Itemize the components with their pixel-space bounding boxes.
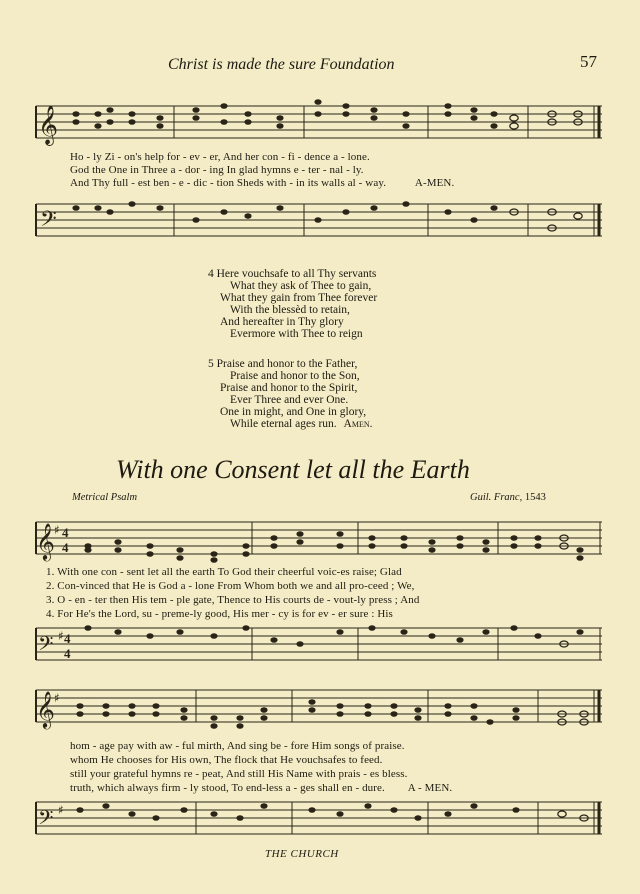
hymn2-s1-verse-1: 1. With one con - sent let all the earth To God their cheerful voic-es raise; Glad bbox=[46, 566, 402, 578]
composer: Guil. Franc, bbox=[470, 492, 523, 503]
hymn2-s1-verse-3: 3. O - en - ter then His tem - ple gate, Thence to His courts de - vout-ly press ; And bbox=[46, 594, 420, 606]
hymn1-stanza-5 bbox=[208, 358, 373, 430]
hymn1-amen: A-MEN. bbox=[414, 177, 455, 189]
svg-text:♯: ♯ bbox=[54, 691, 60, 705]
hymn2-s1-verse-4: 4. For He's the Lord, su - preme-ly good, His mer - cy is for ev - er sure : His bbox=[46, 608, 393, 620]
hymn2-s2-verse-1: hom - age pay with aw - ful mirth, And sing be - fore Him songs of praise. bbox=[70, 740, 405, 752]
hymn2-system1-treble-staff bbox=[28, 510, 608, 564]
svg-text:𝄞: 𝄞 bbox=[36, 690, 55, 728]
svg-text:𝄞: 𝄞 bbox=[38, 105, 59, 145]
hymn1-treble-staff bbox=[28, 92, 608, 152]
svg-text:𝄞: 𝄞 bbox=[36, 522, 55, 560]
verse-line: What they gain from Thee forever bbox=[220, 292, 378, 304]
hymn1-lyric-line-3 bbox=[70, 177, 454, 189]
page-number: 57 bbox=[580, 52, 597, 71]
verse-line: Praise and honor to the Spirit, bbox=[220, 382, 358, 394]
hymn1-lyric-line-3-text: And Thy full - est ben - e - dic - tion Sheds with - in its walls al - way. bbox=[70, 177, 387, 189]
hymn2-source: Metrical Psalm bbox=[72, 492, 138, 503]
verse-line: Ever Three and ever One. bbox=[230, 394, 349, 406]
svg-text:4: 4 bbox=[64, 631, 71, 646]
svg-text:4: 4 bbox=[62, 540, 69, 555]
hymn2-system2-bass-staff bbox=[28, 792, 608, 846]
svg-text:♯: ♯ bbox=[54, 523, 60, 537]
hymn1-lyric-line-2: God the One in Three a - dor - ing In glad hymns e - ter - nal - ly. bbox=[70, 164, 364, 176]
svg-text:𝄢: 𝄢 bbox=[38, 806, 54, 834]
hymn2-amen: A - MEN. bbox=[407, 782, 453, 794]
stanza5-amen: Amen. bbox=[343, 418, 373, 430]
hymn2-title: With one Consent let all the Earth bbox=[116, 455, 470, 484]
hymn2-s2-verse-2: whom He chooses for His own, The flock that He vouchsafes to feed. bbox=[70, 754, 383, 766]
verse-line: Here vouchsafe to all Thy servants bbox=[216, 268, 377, 280]
verse-line: With the blessèd to retain, bbox=[230, 304, 350, 316]
svg-text:4: 4 bbox=[62, 525, 69, 540]
verse-line: Praise and honor to the Son, bbox=[230, 370, 360, 382]
stanza-number: 5 bbox=[208, 358, 214, 370]
verse-line: What they ask of Thee to gain, bbox=[230, 280, 372, 292]
hymn1-bass-staff bbox=[28, 192, 608, 252]
hymn2-attribution bbox=[470, 492, 546, 503]
svg-text:♯: ♯ bbox=[58, 629, 64, 643]
hymn2-system1-bass-staff bbox=[28, 618, 608, 672]
hymn2-system2-treble-staff bbox=[28, 678, 608, 738]
running-title: Christ is made the sure Foundation bbox=[168, 56, 395, 73]
verse-line bbox=[208, 418, 373, 430]
verse-line-text: While eternal ages run. bbox=[230, 418, 337, 430]
svg-text:4: 4 bbox=[64, 646, 71, 661]
verse-line: And hereafter in Thy glory bbox=[220, 316, 344, 328]
verse-line: One in might, and One in glory, bbox=[220, 406, 367, 418]
hymn2-s1-verse-2: 2. Con-vinced that He is God a - lone From Whom both we and all pro-ceed ; We, bbox=[46, 580, 415, 592]
verse-line: Praise and honor to the Father, bbox=[216, 358, 358, 370]
year: 1543 bbox=[524, 492, 546, 503]
hymn1-stanza-4 bbox=[208, 268, 377, 340]
svg-text:𝄢: 𝄢 bbox=[40, 207, 57, 237]
stanza-number: 4 bbox=[208, 268, 214, 280]
verse-line: Evermore with Thee to reign bbox=[230, 328, 363, 340]
svg-text:𝄢: 𝄢 bbox=[38, 632, 54, 660]
hymn2-s2-verse-3: still your grateful hymns re - peat, And still His Name with prais - es bless. bbox=[70, 768, 408, 780]
hymn2-s2-verse-4-text: truth, which always firm - ly stood, To end-less a - ges shall en - dure. bbox=[70, 782, 385, 794]
hymn1-lyric-line-1: Ho - ly Zi - on's help for - ev - er, And her con - fi - dence a - lone. bbox=[70, 151, 370, 163]
svg-text:♯: ♯ bbox=[58, 803, 64, 817]
footer-section-name: THE CHURCH bbox=[265, 848, 339, 860]
